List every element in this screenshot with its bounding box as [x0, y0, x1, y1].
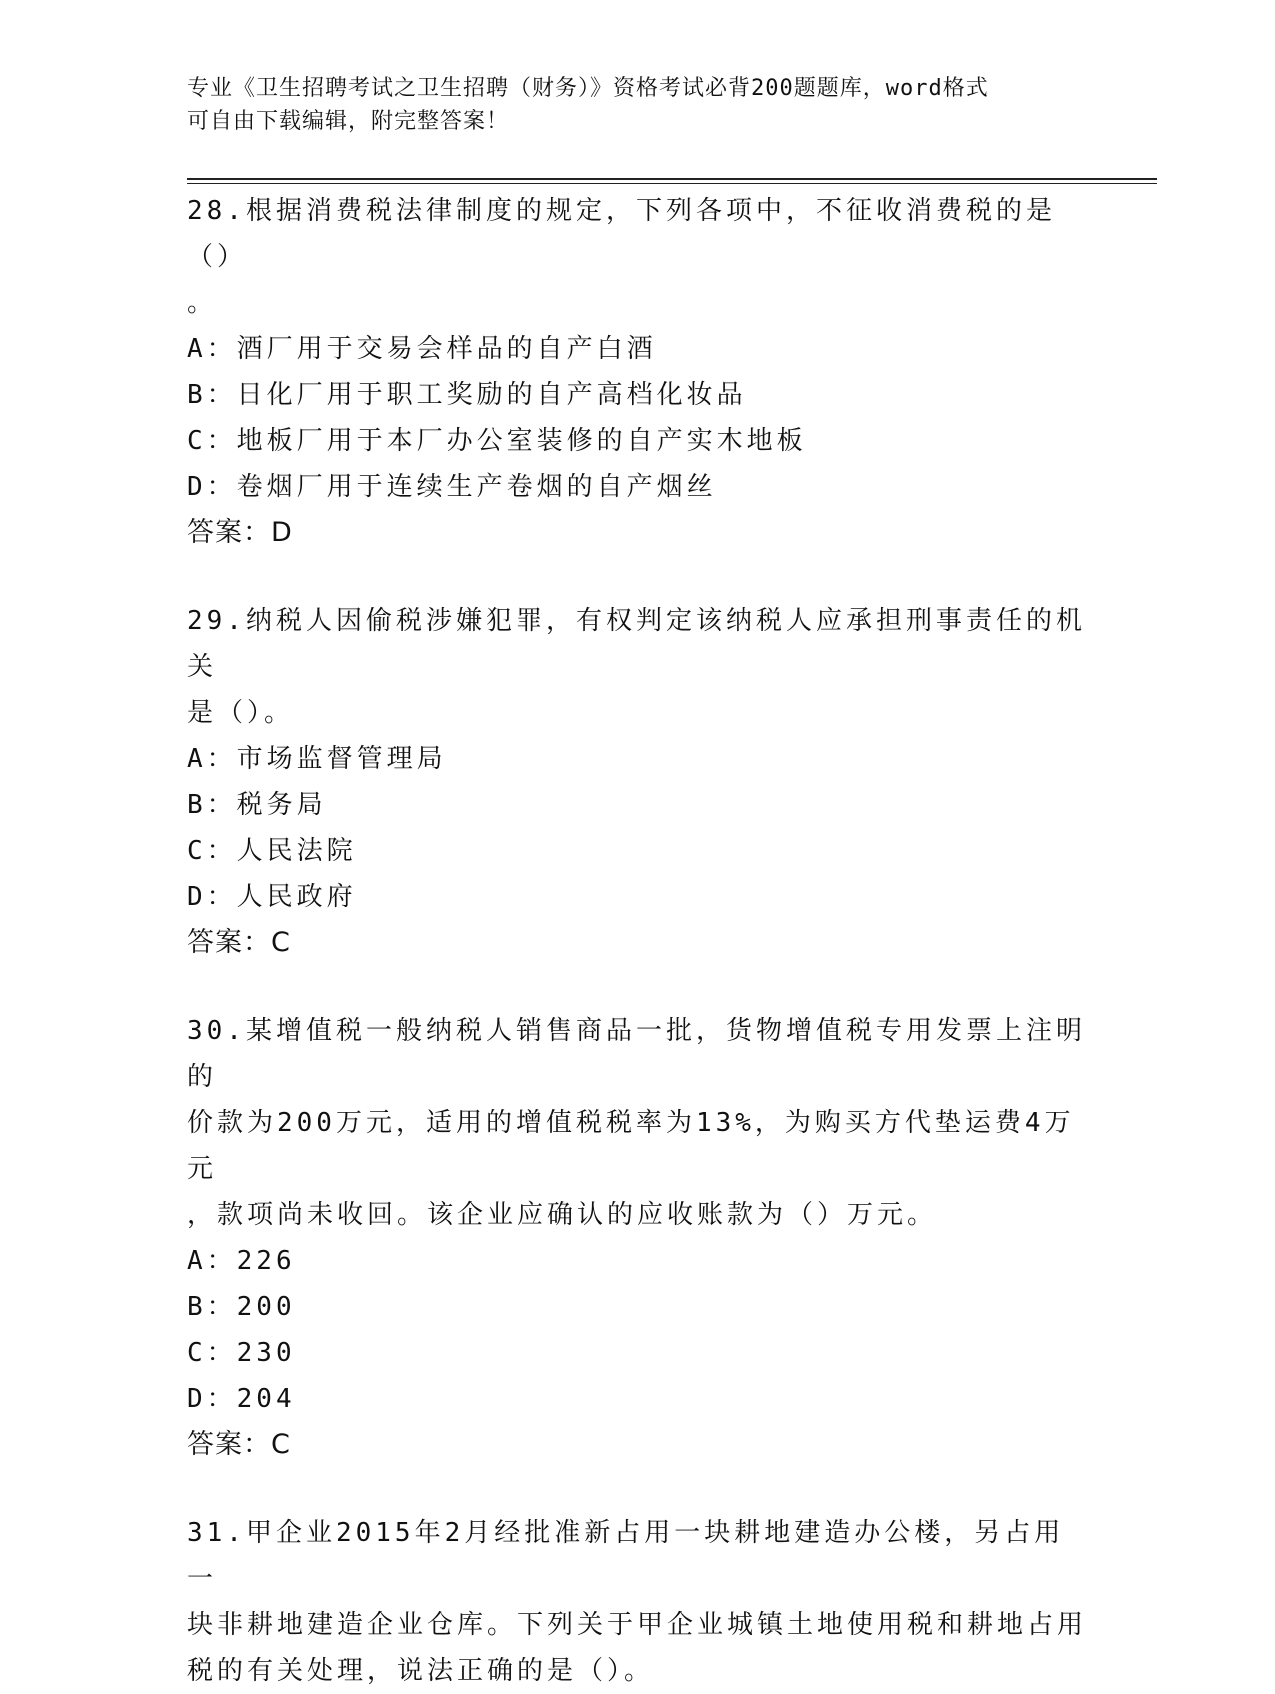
question-stem [187, 1008, 1087, 1238]
question-list [187, 188, 1087, 1694]
header-divider-thin [187, 183, 1157, 184]
option-a: A：酒厂用于交易会样品的自产白酒 [187, 334, 657, 364]
stem-line: 块非耕地建造企业仓库。下列关于甲企业城镇土地使用税和耕地占用 [187, 1610, 1088, 1640]
option-d: D：人民政府 [187, 882, 357, 912]
stem-line: 29.纳税人因偷税涉嫌犯罪，有权判定该纳税人应承担刑事责任的机关 [187, 606, 1086, 682]
header-line-2: 可自由下载编辑，附完整答案！ [187, 109, 510, 134]
stem-line: 30.某增值税一般纳税人销售商品一批，货物增值税专用发票上注明的 [187, 1016, 1086, 1092]
question-30 [187, 1008, 1087, 1468]
header-line-1: 专业《卫生招聘考试之卫生招聘（财务）》资格考试必背200题题库，word格式 [187, 76, 989, 101]
option-b: B：200 [187, 1292, 296, 1322]
option-b: B：日化厂用于职工奖励的自产高档化妆品 [187, 380, 747, 410]
question-29 [187, 598, 1087, 966]
stem-line: 价款为200万元，适用的增值税税率为13%，为购买方代垫运费4万元 [187, 1108, 1075, 1184]
option-a: A：市场监督管理局 [187, 744, 447, 774]
option-d: D：卷烟厂用于连续生产卷烟的自产烟丝 [187, 472, 717, 502]
answer: 答案：D [187, 517, 293, 548]
answer: 答案：C [187, 927, 291, 958]
stem-line: 31.甲企业2015年2月经批准新占用一块耕地建造办公楼，另占用一 [187, 1518, 1065, 1594]
option-c: C：230 [187, 1338, 296, 1368]
stem-line: 税的有关处理，说法正确的是（）。 [187, 1656, 655, 1686]
stem-line: ，款项尚未收回。该企业应确认的应收账款为（）万元。 [187, 1200, 938, 1230]
question-stem [187, 598, 1087, 736]
answer: 答案：C [187, 1429, 291, 1460]
question-stem [187, 1510, 1087, 1694]
option-b: B：税务局 [187, 790, 327, 820]
question-28 [187, 188, 1087, 556]
question-stem [187, 188, 1087, 326]
stem-line: 是（）。 [187, 698, 295, 728]
option-c: C：人民法院 [187, 836, 357, 866]
stem-line: 28.根据消费税法律制度的规定，下列各项中，不征收消费税的是（） [187, 196, 1056, 272]
option-a: A：226 [187, 1246, 296, 1276]
document-header [187, 72, 1067, 138]
header-divider-thick [187, 178, 1157, 180]
option-c: C：地板厂用于本厂办公室装修的自产实木地板 [187, 426, 807, 456]
option-d: D：204 [187, 1384, 296, 1414]
stem-line: 。 [187, 288, 218, 318]
question-31 [187, 1510, 1087, 1694]
